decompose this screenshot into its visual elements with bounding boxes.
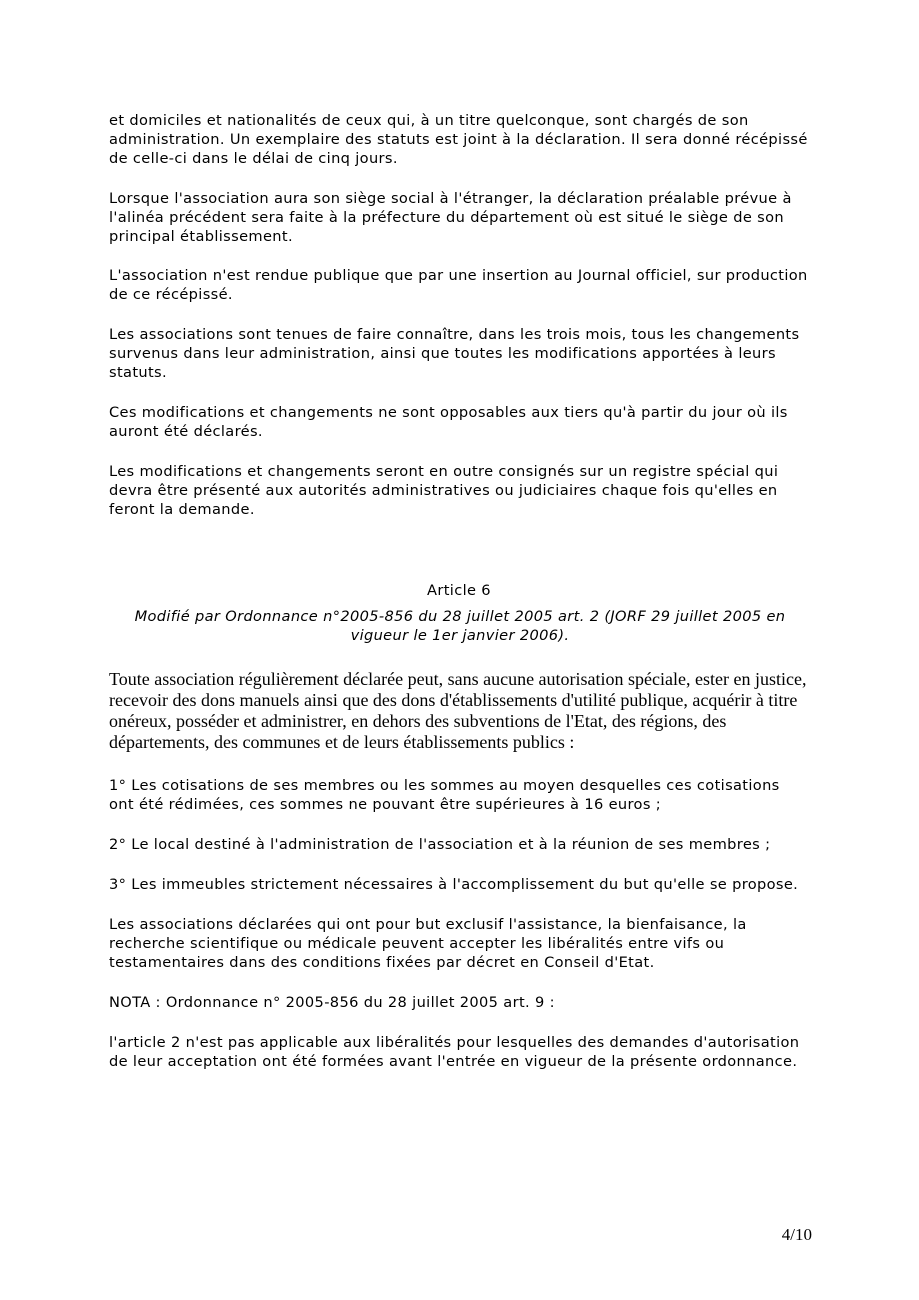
article-item-2: 2° Le local destiné à l'administration de l'association et à la réunion de ses membres ; (109, 836, 771, 853)
article-title: Article 6 (427, 582, 491, 599)
article-item-1: 1° Les cotisations de ses membres ou les sommes au moyen desquelles ces cotisations ont été rédimées, ces sommes ne pouvant être supérieures à 16 euros ; (109, 777, 780, 814)
page-number: 4/10 (781, 1225, 812, 1244)
article-liberalities-paragraph: Les associations déclarées qui ont pour but exclusif l'assistance, la bienfaisance, la recherche scientifique ou médicale peuvent accepter les libéralités entre vifs ou testamentaires dans des conditions fixées par décret en Conseil d'Etat. (109, 916, 747, 972)
paragraph-publication: L'association n'est rendue publique que par une insertion au Journal officiel, sur production de ce récépissé. (109, 267, 808, 304)
paragraph-foreign-seat: Lorsque l'association aura son siège social à l'étranger, la déclaration préalable prévue à l'alinéa précédent sera faite à la préfecture du département où est situé le siège de son principal établissement. (109, 190, 792, 246)
paragraph-changes-notification: Les associations sont tenues de faire connaître, dans les trois mois, tous les changements survenus dans leur administration, ainsi que toutes les modifications apportées à leurs statuts. (109, 326, 800, 382)
article-lead-paragraph: Toute association régulièrement déclarée peut, sans aucune autorisation spéciale, ester en justice, recevoir des dons manuels ainsi que des dons d'établissements d'utilité publique, acquérir à titre onéreux, posséder et administrer, en dehors des subventions de l'Etat, des régions, des départements, des communes et de leurs établissements publics : (109, 669, 807, 752)
paragraph-special-register: Les modifications et changements seront en outre consignés sur un registre spécial qui devra être présenté aux autorités administratives ou judiciaires chaque fois qu'elles en feront la demande. (109, 463, 779, 519)
nota-text: l'article 2 n'est pas applicable aux libéralités pour lesquelles des demandes d'autorisation de leur acceptation ont été formées avant l'entrée en vigueur de la présente ordonnance. (109, 1034, 800, 1071)
paragraph-declaration-contents: et domiciles et nationalités de ceux qui, à un titre quelconque, sont chargés de son administration. Un exemplaire des statuts est joint à la déclaration. Il sera donné récépissé de celle-ci dans le délai de cinq jours. (109, 112, 808, 168)
nota-heading: NOTA : Ordonnance n° 2005-856 du 28 juillet 2005 art. 9 : (109, 994, 555, 1011)
article-amendment-note: Modifié par Ordonnance n°2005-856 du 28 juillet 2005 art. 2 (JORF 29 juillet 2005 en vigueur le 1er janvier 2006). (134, 608, 786, 645)
paragraph-opposability: Ces modifications et changements ne sont opposables aux tiers qu'à partir du jour où ils auront été déclarés. (109, 404, 788, 441)
article-item-3: 3° Les immeubles strictement nécessaires à l'accomplissement du but qu'elle se propose. (109, 876, 799, 893)
